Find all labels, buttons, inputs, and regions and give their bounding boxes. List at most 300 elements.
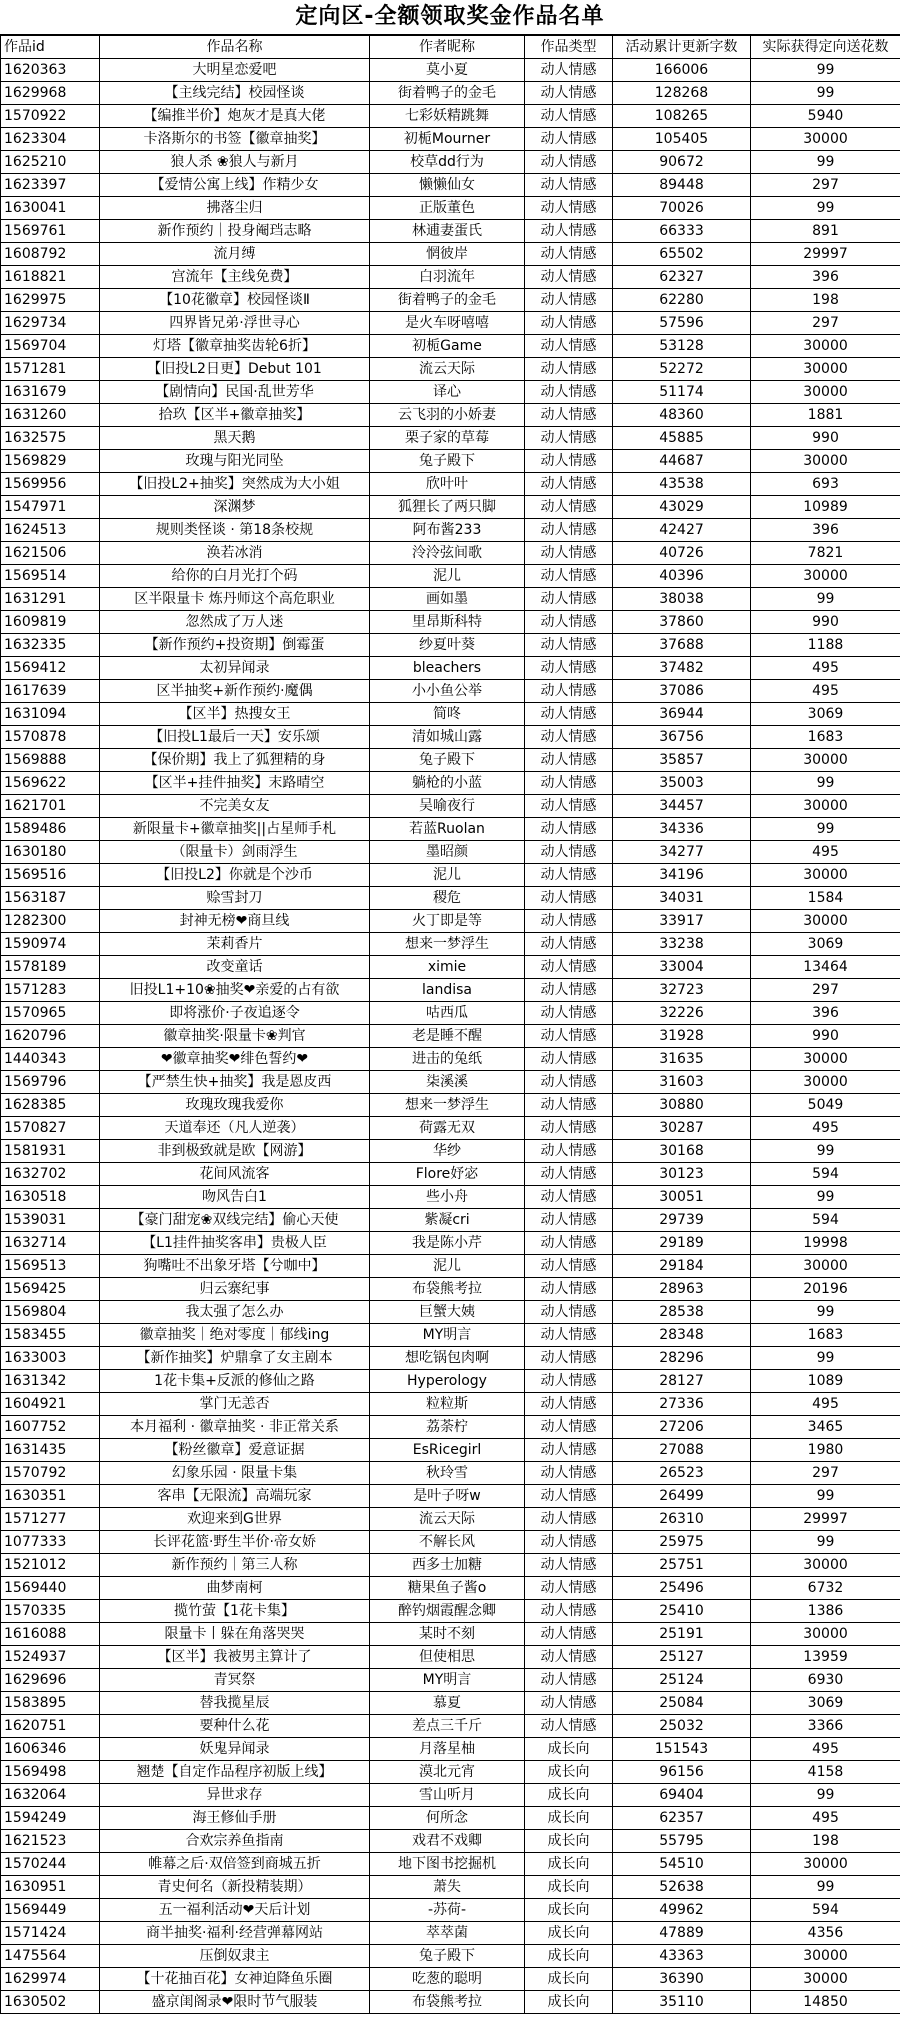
cell-author: 七彩妖精跳舞: [370, 105, 525, 128]
cell-word-count: 37086: [613, 680, 751, 703]
cell-type: 动人情感: [525, 1669, 613, 1692]
cell-id: 1618821: [1, 266, 100, 289]
cell-id: 1589486: [1, 818, 100, 841]
cell-type: 成长向: [525, 1876, 613, 1899]
table-row: [1, 887, 900, 910]
cell-flowers: 495: [751, 1393, 900, 1416]
cell-title: 幻象乐园 · 限量卡集: [100, 1462, 370, 1485]
cell-id: 1632064: [1, 1784, 100, 1807]
cell-title: 徽章抽奖｜绝对零度｜郁线ing: [100, 1324, 370, 1347]
cell-author: 但使相思: [370, 1646, 525, 1669]
table-row: [1, 266, 900, 289]
cell-id: 1623304: [1, 128, 100, 151]
cell-flowers: 990: [751, 1025, 900, 1048]
cell-id: 1569761: [1, 220, 100, 243]
cell-title: 改变童话: [100, 956, 370, 979]
cell-word-count: 25084: [613, 1692, 751, 1715]
cell-word-count: 37688: [613, 634, 751, 657]
table-row: [1, 864, 900, 887]
cell-type: 成长向: [525, 1968, 613, 1991]
cell-word-count: 30051: [613, 1186, 751, 1209]
cell-flowers: 3366: [751, 1715, 900, 1738]
cell-id: 1569829: [1, 450, 100, 473]
table-row: [1, 1876, 900, 1899]
cell-id: 1569425: [1, 1278, 100, 1301]
table-row: [1, 174, 900, 197]
table-row: [1, 841, 900, 864]
cell-flowers: 30000: [751, 565, 900, 588]
cell-word-count: 25127: [613, 1646, 751, 1669]
cell-word-count: 25751: [613, 1554, 751, 1577]
cell-word-count: 151543: [613, 1738, 751, 1761]
table-row: [1, 1278, 900, 1301]
table-row: [1, 1209, 900, 1232]
cell-word-count: 40726: [613, 542, 751, 565]
cell-word-count: 36756: [613, 726, 751, 749]
cell-type: 动人情感: [525, 634, 613, 657]
cell-type: 动人情感: [525, 1278, 613, 1301]
cell-flowers: 6732: [751, 1577, 900, 1600]
cell-title: 合欢宗养鱼指南: [100, 1830, 370, 1853]
cell-flowers: 30000: [751, 1071, 900, 1094]
table-row: [1, 59, 900, 82]
cell-flowers: 19998: [751, 1232, 900, 1255]
cell-author: 雪山听月: [370, 1784, 525, 1807]
cell-type: 动人情感: [525, 174, 613, 197]
cell-title: 旧投L1+10❀抽奖❤亲爱的占有欲: [100, 979, 370, 1002]
cell-id: 1632702: [1, 1163, 100, 1186]
cell-type: 动人情感: [525, 1646, 613, 1669]
table-row: [1, 335, 900, 358]
cell-id: 1604921: [1, 1393, 100, 1416]
cell-flowers: 99: [751, 197, 900, 220]
cell-title: 新限量卡+徽章抽奖||占星师手札: [100, 818, 370, 841]
cell-type: 动人情感: [525, 542, 613, 565]
cell-type: 动人情感: [525, 220, 613, 243]
cell-title: 【新作预约+投资期】倒霉蛋: [100, 634, 370, 657]
table-row: [1, 1393, 900, 1416]
cell-author: 想来一梦浮生: [370, 1094, 525, 1117]
cell-author: 初栀Mourner: [370, 128, 525, 151]
table-row: [1, 1255, 900, 1278]
cell-type: 动人情感: [525, 680, 613, 703]
cell-id: 1621523: [1, 1830, 100, 1853]
cell-title: 掌门无恙否: [100, 1393, 370, 1416]
cell-id: 1625210: [1, 151, 100, 174]
cell-word-count: 43363: [613, 1945, 751, 1968]
table-row: [1, 565, 900, 588]
cell-title: 灯塔【徽章抽奖齿轮6折】: [100, 335, 370, 358]
table-row: [1, 1853, 900, 1876]
cell-word-count: 27336: [613, 1393, 751, 1416]
cell-flowers: 1089: [751, 1370, 900, 1393]
cell-id: 1623397: [1, 174, 100, 197]
cell-flowers: 4158: [751, 1761, 900, 1784]
cell-type: 动人情感: [525, 1370, 613, 1393]
cell-word-count: 25496: [613, 1577, 751, 1600]
cell-id: 1282300: [1, 910, 100, 933]
cell-id: 1631291: [1, 588, 100, 611]
cell-title: 妖鬼异闻录: [100, 1738, 370, 1761]
cell-title: 给你的白月光打个码: [100, 565, 370, 588]
cell-author: 些小舟: [370, 1186, 525, 1209]
cell-author: 惘彼岸: [370, 243, 525, 266]
cell-id: 1571283: [1, 979, 100, 1002]
cell-word-count: 42427: [613, 519, 751, 542]
cell-type: 动人情感: [525, 1439, 613, 1462]
table-row: [1, 1830, 900, 1853]
cell-id: 1629974: [1, 1968, 100, 1991]
cell-id: 1633003: [1, 1347, 100, 1370]
cell-id: 1521012: [1, 1554, 100, 1577]
table-row: [1, 1623, 900, 1646]
cell-author: 正版董色: [370, 197, 525, 220]
cell-flowers: 1683: [751, 1324, 900, 1347]
cell-flowers: 29997: [751, 243, 900, 266]
cell-flowers: 3465: [751, 1416, 900, 1439]
cell-title: 天道奉还（凡人逆袭）: [100, 1117, 370, 1140]
cell-word-count: 47889: [613, 1922, 751, 1945]
cell-type: 动人情感: [525, 1347, 613, 1370]
cell-word-count: 28348: [613, 1324, 751, 1347]
cell-id: 1630041: [1, 197, 100, 220]
table-row: [1, 1600, 900, 1623]
cell-type: 动人情感: [525, 864, 613, 887]
cell-flowers: 99: [751, 1485, 900, 1508]
cell-type: 动人情感: [525, 1048, 613, 1071]
cell-author: 西多士加糖: [370, 1554, 525, 1577]
cell-type: 动人情感: [525, 82, 613, 105]
table-body: [1, 59, 900, 2014]
cell-id: 1590974: [1, 933, 100, 956]
cell-flowers: 30000: [751, 1623, 900, 1646]
table-row: [1, 818, 900, 841]
cell-type: 动人情感: [525, 657, 613, 680]
cell-title: 【区半】热搜女王: [100, 703, 370, 726]
cell-author: 老是睡不醒: [370, 1025, 525, 1048]
table-row: [1, 772, 900, 795]
cell-word-count: 36944: [613, 703, 751, 726]
cell-type: 动人情感: [525, 519, 613, 542]
cell-word-count: 31635: [613, 1048, 751, 1071]
cell-word-count: 65502: [613, 243, 751, 266]
table-row: [1, 312, 900, 335]
cell-author: 漠北元宵: [370, 1761, 525, 1784]
cell-id: 1609819: [1, 611, 100, 634]
cell-title: 即将涨价·子夜追逐令: [100, 1002, 370, 1025]
cell-author: 画如墨: [370, 588, 525, 611]
table-row: [1, 404, 900, 427]
header-row: [1, 36, 900, 59]
cell-title: 替我揽星辰: [100, 1692, 370, 1715]
cell-word-count: 29189: [613, 1232, 751, 1255]
cell-title: 非到极致就是欧【网游】: [100, 1140, 370, 1163]
table-row: [1, 105, 900, 128]
cell-flowers: 99: [751, 151, 900, 174]
cell-author: -苏荷-: [370, 1899, 525, 1922]
cell-author: 简咚: [370, 703, 525, 726]
cell-word-count: 30168: [613, 1140, 751, 1163]
cell-flowers: 495: [751, 841, 900, 864]
cell-word-count: 37860: [613, 611, 751, 634]
cell-word-count: 96156: [613, 1761, 751, 1784]
cell-flowers: 891: [751, 220, 900, 243]
cell-word-count: 44687: [613, 450, 751, 473]
cell-id: 1569516: [1, 864, 100, 887]
table-row: [1, 1531, 900, 1554]
cell-title: 客串【无限流】高端玩家: [100, 1485, 370, 1508]
table-row: [1, 1462, 900, 1485]
cell-flowers: 99: [751, 772, 900, 795]
cell-id: 1570878: [1, 726, 100, 749]
cell-type: 动人情感: [525, 1600, 613, 1623]
column-header-flowers: 实际获得定向送花数: [751, 36, 900, 59]
cell-flowers: 7821: [751, 542, 900, 565]
cell-author: Hyperology: [370, 1370, 525, 1393]
cell-id: 1620751: [1, 1715, 100, 1738]
cell-type: 动人情感: [525, 1002, 613, 1025]
cell-type: 动人情感: [525, 59, 613, 82]
cell-word-count: 30287: [613, 1117, 751, 1140]
cell-type: 动人情感: [525, 381, 613, 404]
cell-id: 1583895: [1, 1692, 100, 1715]
table-row: [1, 519, 900, 542]
cell-word-count: 27088: [613, 1439, 751, 1462]
table-row: [1, 1807, 900, 1830]
cell-id: 1608792: [1, 243, 100, 266]
column-header-author: 作者昵称: [370, 36, 525, 59]
cell-author: 布袋熊考拉: [370, 1278, 525, 1301]
table-row: [1, 703, 900, 726]
cell-flowers: 495: [751, 1738, 900, 1761]
cell-word-count: 29184: [613, 1255, 751, 1278]
cell-title: 玫瑰与阳光同坠: [100, 450, 370, 473]
cell-title: 揽竹萤【1花卡集】: [100, 1600, 370, 1623]
cell-author: 何所念: [370, 1807, 525, 1830]
cell-title: （限量卡）剑雨浮生: [100, 841, 370, 864]
cell-type: 成长向: [525, 1945, 613, 1968]
cell-flowers: 99: [751, 1784, 900, 1807]
table-row: [1, 1347, 900, 1370]
cell-word-count: 33238: [613, 933, 751, 956]
table-row: [1, 381, 900, 404]
cell-flowers: 693: [751, 473, 900, 496]
winners-table: [0, 35, 900, 2014]
cell-title: 【十花抽百花】女神迫降鱼乐圈: [100, 1968, 370, 1991]
cell-title: 欢迎来到G世界: [100, 1508, 370, 1531]
cell-type: 动人情感: [525, 1416, 613, 1439]
cell-flowers: 99: [751, 1876, 900, 1899]
table-row: [1, 1508, 900, 1531]
table-row: [1, 1968, 900, 1991]
cell-flowers: 99: [751, 1531, 900, 1554]
cell-type: 动人情感: [525, 289, 613, 312]
cell-id: 1570335: [1, 1600, 100, 1623]
cell-author: 糖果鱼子酱o: [370, 1577, 525, 1600]
cell-type: 成长向: [525, 1807, 613, 1830]
page-title: 定向区-全额领取奖金作品名单: [0, 0, 900, 35]
cell-id: 1569888: [1, 749, 100, 772]
cell-type: 动人情感: [525, 197, 613, 220]
table-row: [1, 680, 900, 703]
cell-author: 里昂斯科特: [370, 611, 525, 634]
cell-word-count: 30880: [613, 1094, 751, 1117]
cell-word-count: 25975: [613, 1531, 751, 1554]
cell-title: ❤徽章抽奖❤绯色誓约❤: [100, 1048, 370, 1071]
cell-type: 动人情感: [525, 243, 613, 266]
cell-title: 限量卡丨躲在角落哭哭: [100, 1623, 370, 1646]
cell-word-count: 57596: [613, 312, 751, 335]
cell-id: 1616088: [1, 1623, 100, 1646]
cell-type: 动人情感: [525, 1485, 613, 1508]
cell-title: 茉莉香片: [100, 933, 370, 956]
table-row: [1, 1025, 900, 1048]
cell-flowers: 297: [751, 312, 900, 335]
table-row: [1, 1945, 900, 1968]
cell-type: 动人情感: [525, 588, 613, 611]
cell-flowers: 30000: [751, 128, 900, 151]
table-row: [1, 1715, 900, 1738]
cell-title: 【旧投L2日更】Debut 101: [100, 358, 370, 381]
cell-type: 动人情感: [525, 128, 613, 151]
cell-flowers: 30000: [751, 335, 900, 358]
cell-flowers: 99: [751, 588, 900, 611]
cell-title: 盛京闺阁录❤限时节气服装: [100, 1991, 370, 2014]
cell-type: 动人情感: [525, 1692, 613, 1715]
cell-flowers: 30000: [751, 381, 900, 404]
cell-word-count: 54510: [613, 1853, 751, 1876]
cell-type: 成长向: [525, 1853, 613, 1876]
cell-flowers: 396: [751, 266, 900, 289]
cell-id: 1571281: [1, 358, 100, 381]
cell-title: 【区半+挂件抽奖】末路晴空: [100, 772, 370, 795]
cell-title: 青史何名（新投精装期）: [100, 1876, 370, 1899]
cell-type: 动人情感: [525, 841, 613, 864]
cell-type: 动人情感: [525, 1462, 613, 1485]
cell-type: 动人情感: [525, 1531, 613, 1554]
cell-word-count: 45885: [613, 427, 751, 450]
cell-id: 1630351: [1, 1485, 100, 1508]
cell-word-count: 34196: [613, 864, 751, 887]
table-row: [1, 1922, 900, 1945]
cell-word-count: 38038: [613, 588, 751, 611]
cell-author: 秋玲雪: [370, 1462, 525, 1485]
cell-word-count: 52272: [613, 358, 751, 381]
cell-author: 荔荼柠: [370, 1416, 525, 1439]
cell-flowers: 495: [751, 657, 900, 680]
table-row: [1, 496, 900, 519]
cell-title: 【豪门甜宠❀双线完结】偷心天使: [100, 1209, 370, 1232]
cell-author: 初栀Game: [370, 335, 525, 358]
cell-id: 1607752: [1, 1416, 100, 1439]
cell-author: 戏君不戏卿: [370, 1830, 525, 1853]
cell-title: 【粉丝徽章】爱意证据: [100, 1439, 370, 1462]
table-row: [1, 1048, 900, 1071]
cell-title: 本月福利 · 徽章抽奖 · 非正常关系: [100, 1416, 370, 1439]
cell-author: 萧失: [370, 1876, 525, 1899]
table-row: [1, 979, 900, 1002]
cell-title: 新作预约｜第三人称: [100, 1554, 370, 1577]
cell-word-count: 43538: [613, 473, 751, 496]
cell-word-count: 52638: [613, 1876, 751, 1899]
cell-flowers: 30000: [751, 910, 900, 933]
table-row: [1, 1646, 900, 1669]
cell-author: 泠泠弦间歌: [370, 542, 525, 565]
cell-word-count: 40396: [613, 565, 751, 588]
cell-title: 1花卡集+反派的修仙之路: [100, 1370, 370, 1393]
cell-type: 动人情感: [525, 1232, 613, 1255]
cell-title: 【旧投L1最后一天】安乐颂: [100, 726, 370, 749]
cell-id: 1631679: [1, 381, 100, 404]
cell-id: 1594249: [1, 1807, 100, 1830]
cell-type: 成长向: [525, 1991, 613, 2014]
table-row: [1, 1232, 900, 1255]
table-row: [1, 82, 900, 105]
cell-flowers: 13959: [751, 1646, 900, 1669]
table-row: [1, 795, 900, 818]
cell-id: 1569449: [1, 1899, 100, 1922]
cell-id: 1569440: [1, 1577, 100, 1600]
cell-flowers: 99: [751, 1140, 900, 1163]
cell-author: 阿布酱233: [370, 519, 525, 542]
cell-id: 1630518: [1, 1186, 100, 1209]
table-row: [1, 1301, 900, 1324]
cell-type: 成长向: [525, 1830, 613, 1853]
cell-word-count: 108265: [613, 105, 751, 128]
cell-author: 华纱: [370, 1140, 525, 1163]
cell-id: 1570965: [1, 1002, 100, 1025]
cell-type: 动人情感: [525, 1140, 613, 1163]
table-row: [1, 289, 900, 312]
cell-word-count: 27206: [613, 1416, 751, 1439]
cell-id: 1620363: [1, 59, 100, 82]
table-row: [1, 1140, 900, 1163]
cell-flowers: 495: [751, 680, 900, 703]
cell-author: 小小鱼公举: [370, 680, 525, 703]
cell-type: 成长向: [525, 1922, 613, 1945]
cell-type: 动人情感: [525, 105, 613, 128]
cell-word-count: 28538: [613, 1301, 751, 1324]
cell-type: 动人情感: [525, 1186, 613, 1209]
table-row: [1, 243, 900, 266]
cell-id: 1571277: [1, 1508, 100, 1531]
cell-flowers: 99: [751, 82, 900, 105]
cell-word-count: 69404: [613, 1784, 751, 1807]
cell-flowers: 1584: [751, 887, 900, 910]
cell-title: 拂落尘归: [100, 197, 370, 220]
cell-author: 月落星柚: [370, 1738, 525, 1761]
cell-title: 宫流年【主线免费】: [100, 266, 370, 289]
cell-flowers: 990: [751, 427, 900, 450]
cell-title: 【严禁生快+抽奖】我是恩皮西: [100, 1071, 370, 1094]
cell-id: 1569412: [1, 657, 100, 680]
cell-type: 动人情感: [525, 450, 613, 473]
table-row: [1, 1071, 900, 1094]
table-row: [1, 1738, 900, 1761]
cell-word-count: 43029: [613, 496, 751, 519]
cell-flowers: 6930: [751, 1669, 900, 1692]
cell-word-count: 62280: [613, 289, 751, 312]
cell-author: 醉钓烟霞醒念卿: [370, 1600, 525, 1623]
column-header-title: 作品名称: [100, 36, 370, 59]
cell-id: 1569622: [1, 772, 100, 795]
cell-id: 1630951: [1, 1876, 100, 1899]
cell-title: 【旧投L2+抽奖】突然成为大小姐: [100, 473, 370, 496]
cell-author: 泥儿: [370, 565, 525, 588]
cell-flowers: 5940: [751, 105, 900, 128]
cell-author: MY明言: [370, 1669, 525, 1692]
cell-author: 狐狸长了两只脚: [370, 496, 525, 519]
